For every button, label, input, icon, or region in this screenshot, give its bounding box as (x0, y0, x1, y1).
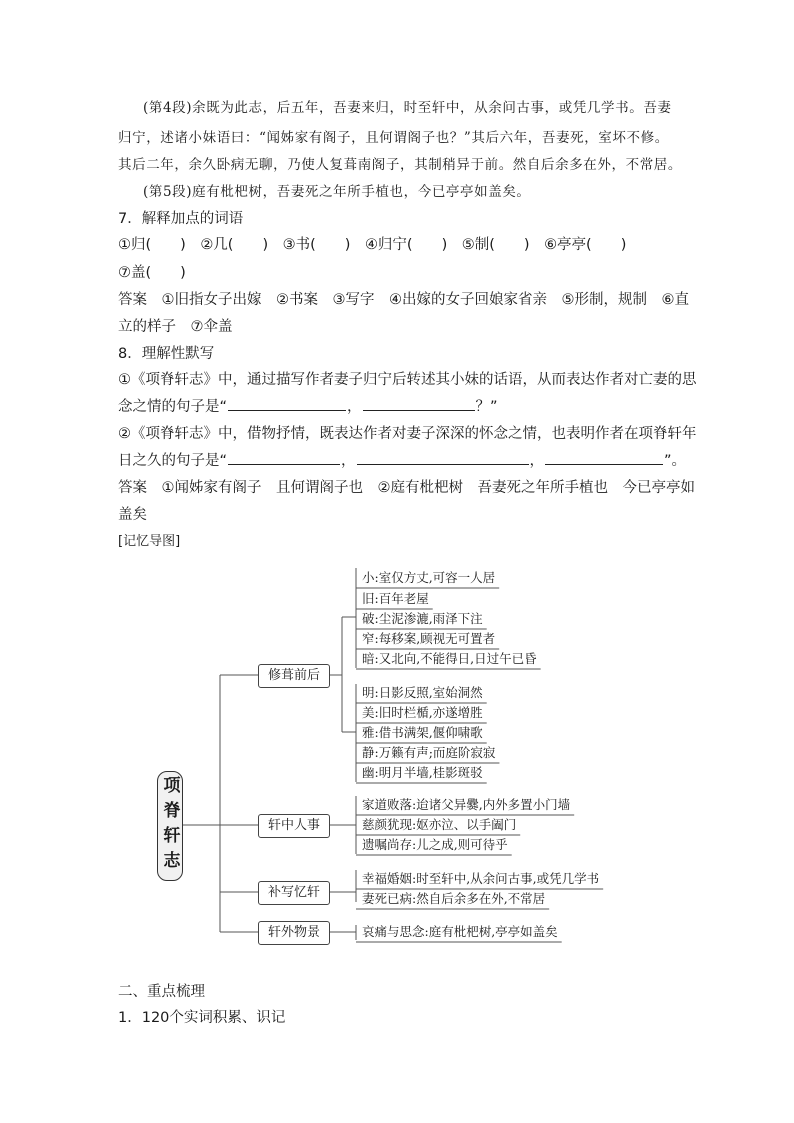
leaf-item: 家道败落:迨诸父异爨,内外多置小门墙 (362, 797, 571, 812)
q8-title: 8．理解性默写 (118, 346, 215, 362)
q7-answer-label: 答案 (118, 292, 147, 308)
q7-answer-line2: 立的样子 ⑦伞盖 (118, 319, 233, 335)
fill-blank[interactable] (363, 395, 475, 411)
leaf-item: 旧:百年老屋 (362, 591, 429, 606)
fill-blank[interactable] (357, 449, 529, 465)
branch-scenery: 轩外物景 (258, 921, 330, 945)
section2-heading: 二、重点梳理 (118, 984, 205, 1000)
mind-map (150, 560, 670, 960)
passage-p4-line2: 归宁，述诸小妹语曰：“闻姊家有阁子，且何谓阁子也？”其后六年，吾妻死，室坏不修。 (118, 130, 669, 146)
section2-item1: 1．120个实词积累、识记 (118, 1010, 286, 1026)
q8-answer-label: 答案 (118, 480, 147, 496)
q8-answer-text1: ①闻姊家有阁子 且何谓阁子也 ②庭有枇杷树 吾妻死之年所手植也 今已亭亭如 (161, 480, 695, 496)
leaf-item: 静:万籁有声;而庭阶寂寂 (362, 745, 496, 760)
leaf-item: 哀痛与思念:庭有枇杷树,亭亭如盖矣 (362, 924, 558, 939)
passage-p4-line1: (第4段)余既为此志，后五年，吾妻来归，时至轩中，从余问古事，或凭几学书。吾妻 (143, 100, 672, 116)
mindmap-section-label: [记忆导图] (118, 534, 181, 549)
q7-items-line2: ⑦盖( ) (118, 265, 186, 281)
q8-s2-line2 (118, 449, 686, 470)
q8-s2-sep2: ， (529, 453, 545, 469)
q7-answer-line1 (118, 288, 689, 309)
leaf-item: 雅:借书满架,偃仰啸歌 (362, 725, 483, 740)
leaf-item: 美:旧时栏楯,亦遂增胜 (362, 705, 483, 720)
mind-map-title (157, 771, 183, 881)
leaf-item: 幽:明月半墙,桂影斑驳 (362, 765, 483, 780)
leaf-item: 遗嘱尚存:儿之成,则可待乎 (362, 837, 508, 852)
q8-s2-prefix: 日之久的句子是“ (118, 453, 228, 469)
branch-renovation: 修葺前后 (258, 664, 330, 688)
leaf-item: 慈颜犹现:妪亦泣、以手阖门 (362, 817, 517, 832)
fill-blank[interactable] (545, 449, 663, 465)
q8-s2-end: ”。 (664, 453, 687, 469)
passage-p5-line: (第5段)庭有枇杷树，吾妻死之年所手植也，今已亭亭如盖矣。 (143, 184, 531, 200)
leaf-item: 妻死已病:然自后余多在外,不常居 (362, 891, 546, 906)
q8-s2-line1: ②《项脊轩志》中，借物抒情，既表达作者对妻子深深的怀念之情，也表明作者在项脊轩年 (118, 426, 697, 442)
leaf-item: 明:日影反照,室始洞然 (362, 685, 483, 700)
q7-answer-text1: ①旧指女子出嫁 ②书案 ③写字 ④出嫁的女子回娘家省亲 ⑤形制，规制 ⑥直 (161, 292, 689, 308)
q8-s1-end: ？” (475, 399, 498, 415)
q8-answer-line1 (118, 476, 695, 497)
q8-s1-line2 (118, 395, 498, 416)
q7-items-line1: ①归( ) ②几( ) ③书( ) ④归宁( ) ⑤制( ) ⑥亭亭( ) (118, 237, 627, 253)
branch-memory: 补写忆轩 (258, 881, 330, 905)
q8-s1-line1: ①《项脊轩志》中，通过描写作者妻子归宁后转述其小妹的话语，从而表达作者对亡妻的思 (118, 372, 697, 388)
q8-s2-sep1: ， (341, 453, 356, 469)
leaf-item: 窄:每移案,顾视无可置者 (362, 631, 496, 646)
q8-s1-sep: ， (347, 399, 362, 415)
branch-people: 轩中人事 (258, 814, 330, 838)
q8-s1-prefix: 念之情的句子是“ (118, 399, 228, 415)
q7-title: 7．解释加点的词语 (118, 211, 244, 227)
mind-map-title-text: 项脊轩志 (159, 776, 180, 876)
leaf-item: 破:尘泥渗漉,雨泽下注 (362, 611, 483, 626)
fill-blank[interactable] (228, 395, 346, 411)
fill-blank[interactable] (228, 449, 340, 465)
leaf-item: 幸福婚姻:时至轩中,从余问古事,或凭几学书 (362, 871, 600, 886)
leaf-item: 小:室仅方丈,可容一人居 (362, 570, 496, 585)
leaf-item: 暗:又北向,不能得日,日过午已昏 (362, 651, 537, 666)
passage-p4-line3: 其后二年，余久卧病无聊，乃使人复葺南阁子，其制稍异于前。然自后余多在外，不常居。 (118, 157, 682, 173)
q8-answer-line2: 盖矣 (118, 507, 147, 523)
